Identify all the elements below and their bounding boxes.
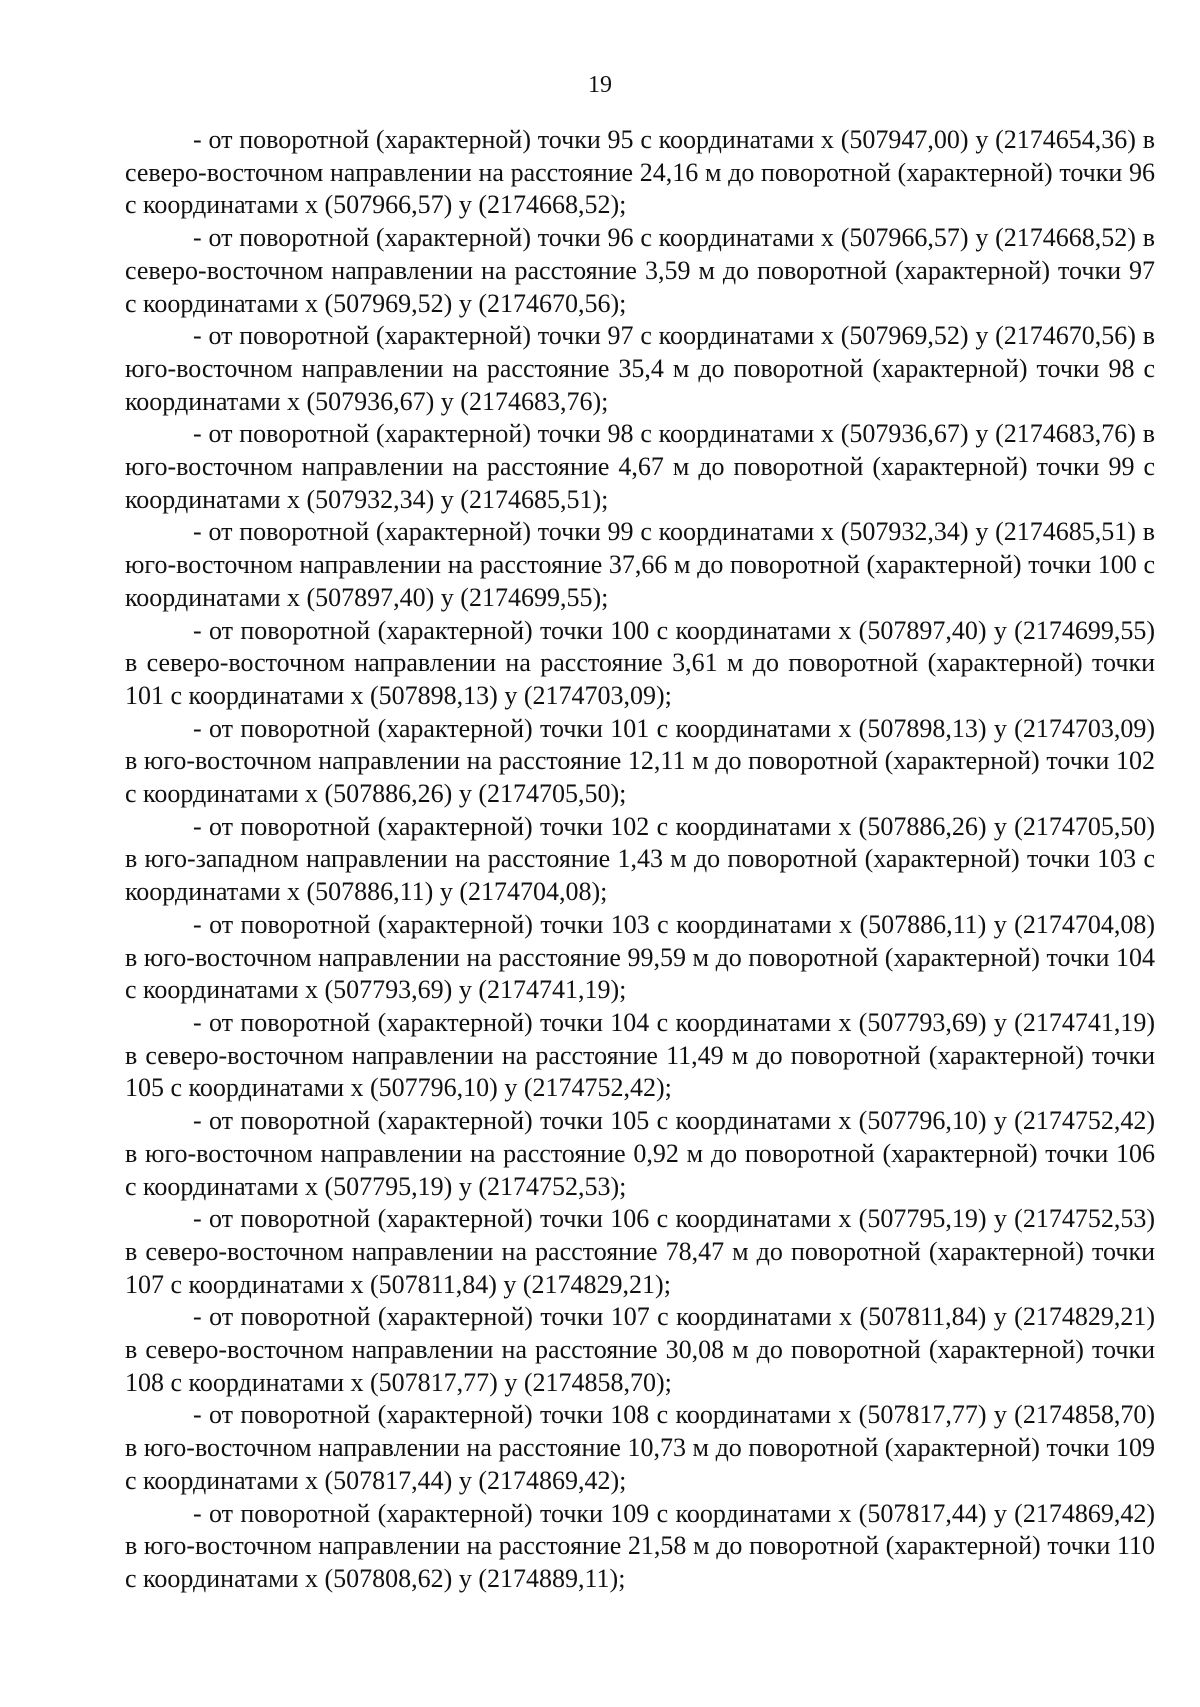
boundary-paragraph: - от поворотной (характерной) точки 95 с координатами х (507947,00) у (2174654,36) в северо-восточном направлении на расстояние 24,16 м до поворотной (характерной) точки 96 с координатами х (507966,57) у (2174668,52);: [125, 125, 1155, 220]
boundary-paragraph: - от поворотной (характерной) точки 98 с координатами х (507936,67) у (2174683,76) в юго-восточном направлении на расстояние 4,67 м до поворотной (характерной) точки 99 с координатами х (507932,34) у (2174685,51);: [125, 419, 1155, 514]
document-body: [125, 124, 1155, 1596]
boundary-paragraph: - от поворотной (характерной) точки 106 с координатами х (507795,19) у (2174752,53) в северо-восточном направлении на расстояние 78,47 м до поворотной (характерной) точки 107 с координатами х (507811,84) у (2174829,21);: [125, 1204, 1155, 1299]
boundary-paragraph: - от поворотной (характерной) точки 104 с координатами х (507793,69) у (2174741,19) в северо-восточном направлении на расстояние 11,49 м до поворотной (характерной) точки 105 с координатами х (507796,10) у (2174752,42);: [125, 1007, 1155, 1103]
boundary-paragraph: - от поворотной (характерной) точки 108 с координатами х (507817,77) у (2174858,70) в юго-восточном направлении на расстояние 10,73 м до поворотной (характерной) точки 109 с координатами х (507817,44) у (2174869,42);: [125, 1400, 1155, 1495]
boundary-paragraph: - от поворотной (характерной) точки 107 с координатами х (507811,84) у (2174829,21) в северо-восточном направлении на расстояние 30,08 м до поворотной (характерной) точки 108 с координатами х (507817,77) у (2174858,70);: [125, 1302, 1155, 1397]
page-number: 19: [588, 72, 612, 98]
boundary-paragraph: - от поворотной (характерной) точки 109 с координатами х (507817,44) у (2174869,42) в юго-восточном направлении на расстояние 21,58 м до поворотной (характерной) точки 110 с координатами х (507808,62) у (2174889,11);: [125, 1498, 1155, 1593]
boundary-paragraph: - от поворотной (характерной) точки 103 с координатами х (507886,11) у (2174704,08) в юго-восточном направлении на расстояние 99,59 м до поворотной (характерной) точки 104 с координатами х (507793,69) у (2174741,19);: [125, 909, 1155, 1005]
boundary-paragraph: - от поворотной (характерной) точки 100 с координатами х (507897,40) у (2174699,55) в северо-восточном направлении на расстояние 3,61 м до поворотной (характерной) точки 101 с координатами х (507898,13) у (2174703,09);: [125, 615, 1155, 710]
boundary-paragraph: - от поворотной (характерной) точки 97 с координатами х (507969,52) у (2174670,56) в юго-восточном направлении на расстояние 35,4 м до поворотной (характерной) точки 98 с координатами х (507936,67) у (2174683,76);: [125, 321, 1155, 416]
boundary-paragraph: - от поворотной (характерной) точки 105 с координатами х (507796,10) у (2174752,42) в юго-восточном направлении на расстояние 0,92 м до поворотной (характерной) точки 106 с координатами х (507795,19) у (2174752,53);: [125, 1106, 1155, 1201]
boundary-paragraph: - от поворотной (характерной) точки 102 с координатами х (507886,26) у (2174705,50) в юго-западном направлении на расстояние 1,43 м до поворотной (характерной) точки 103 с координатами х (507886,11) у (2174704,08);: [125, 811, 1155, 907]
boundary-paragraph: - от поворотной (характерной) точки 99 с координатами х (507932,34) у (2174685,51) в юго-восточном направлении на расстояние 37,66 м до поворотной (характерной) точки 100 с координатами х (507897,40) у (2174699,55);: [125, 517, 1155, 612]
boundary-paragraph: - от поворотной (характерной) точки 101 с координатами х (507898,13) у (2174703,09) в юго-восточном направлении на расстояние 12,11 м до поворотной (характерной) точки 102 с координатами х (507886,26) у (2174705,50);: [125, 713, 1155, 809]
boundary-paragraph: - от поворотной (характерной) точки 96 с координатами х (507966,57) у (2174668,52) в северо-восточном направлении на расстояние 3,59 м до поворотной (характерной) точки 97 с координатами х (507969,52) у (2174670,56);: [125, 223, 1155, 318]
